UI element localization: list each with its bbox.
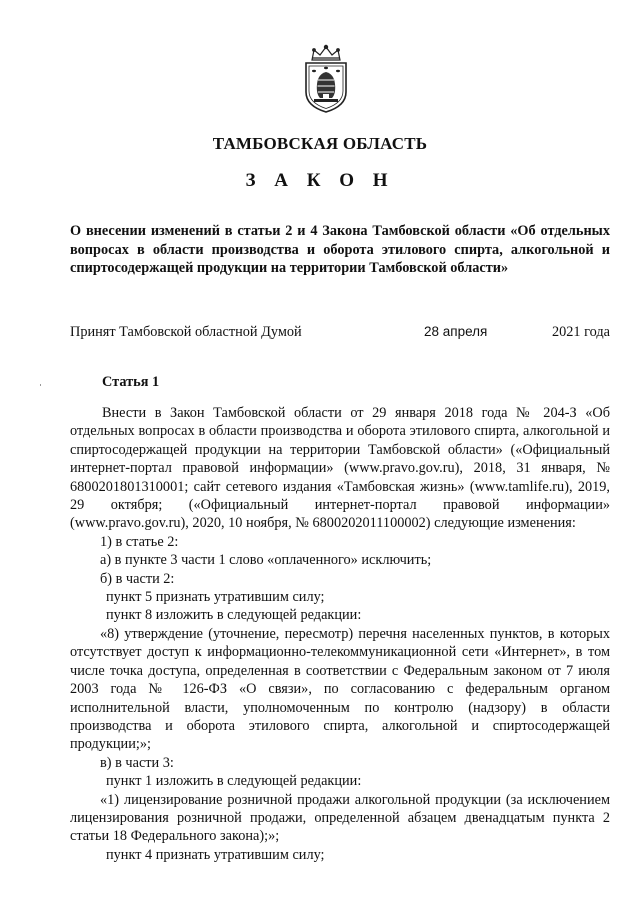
article-paragraph: б) в части 2: [100,570,175,587]
article-paragraph: 1) в статье 2: [100,533,179,550]
law-title: О внесении изменений в статьи 2 и 4 Закона Тамбовской области «Об отдельных вопросах в области производства и оборота этилового спирта, алкогольной и спиртосодержащей продукции на территории Тамбовской области» [70,223,610,277]
article-paragraph: пункт 1 изложить в следующей редакции: [106,773,362,790]
coat-of-arms-icon [298,44,354,114]
article-heading: Статья 1 [102,374,160,390]
article-paragraph: пункт 5 признать утратившим силу; [106,589,325,606]
article-paragraph: пункт 8 изложить в следующей редакции: [106,607,362,624]
article-paragraph: в) в части 3: [100,754,174,771]
scan-speck [40,384,41,386]
adopted-by: Принят Тамбовской областной Думой [70,324,302,340]
adoption-year: 2021 года [551,324,610,340]
document-type: З А К О Н [245,170,395,191]
article-body [70,404,610,864]
adoption-line [70,324,610,344]
article-paragraph: Внести в Закон Тамбовской области от 29 января 2018 года № 204-З «Об отдельных вопросах в области производства и оборота этилового спирта, алкогольной и спиртосодержащей продукции на территории Тамбовской области» («Официальный интернет-портал правовой информации» (www.pravo.gov.ru), 2018, 31 января, № 6800201801310001; сайт сетевого издания «Тамбовская жизнь» (www.tamlife.ru), 2019, 29 октября; («Официальный интернет-портал правовой информации» (www.pravo.gov.ru), 2020, 10 ноября, № 6800202011100002) следующие изменения: [70,405,610,532]
article-paragraph: а) в пункте 3 части 1 слово «оплаченного» исключить; [100,552,432,569]
article-paragraph: пункт 4 признать утратившим силу; [106,846,325,863]
article-paragraph: «1) лицензирование розничной продажи алкогольной продукции (за исключением лицензирования розничной продажи, определенной абзацем двенадцатым пункта 2 статьи 18 Федерального закона);»; [70,791,610,845]
region-heading: ТАМБОВСКАЯ ОБЛАСТЬ [212,134,428,153]
article-paragraph: «8) утверждение (уточнение, пересмотр) перечня населенных пунктов, в которых отсутствует доступ к информационно-телекоммуникационной сети «Интернет», в том числе точка доступа, определенная в соответствии с Федеральным законом от 7 июля 2003 года № 126-ФЗ «О связи», по согласованию с федеральным органом исполнительной власти, уполномоченным по контролю (надзору) в области производства и оборота этилового спирта, алкогольной и спиртосодержащей продукции;»; [70,625,610,753]
adoption-day: 28 апреля [424,324,488,339]
